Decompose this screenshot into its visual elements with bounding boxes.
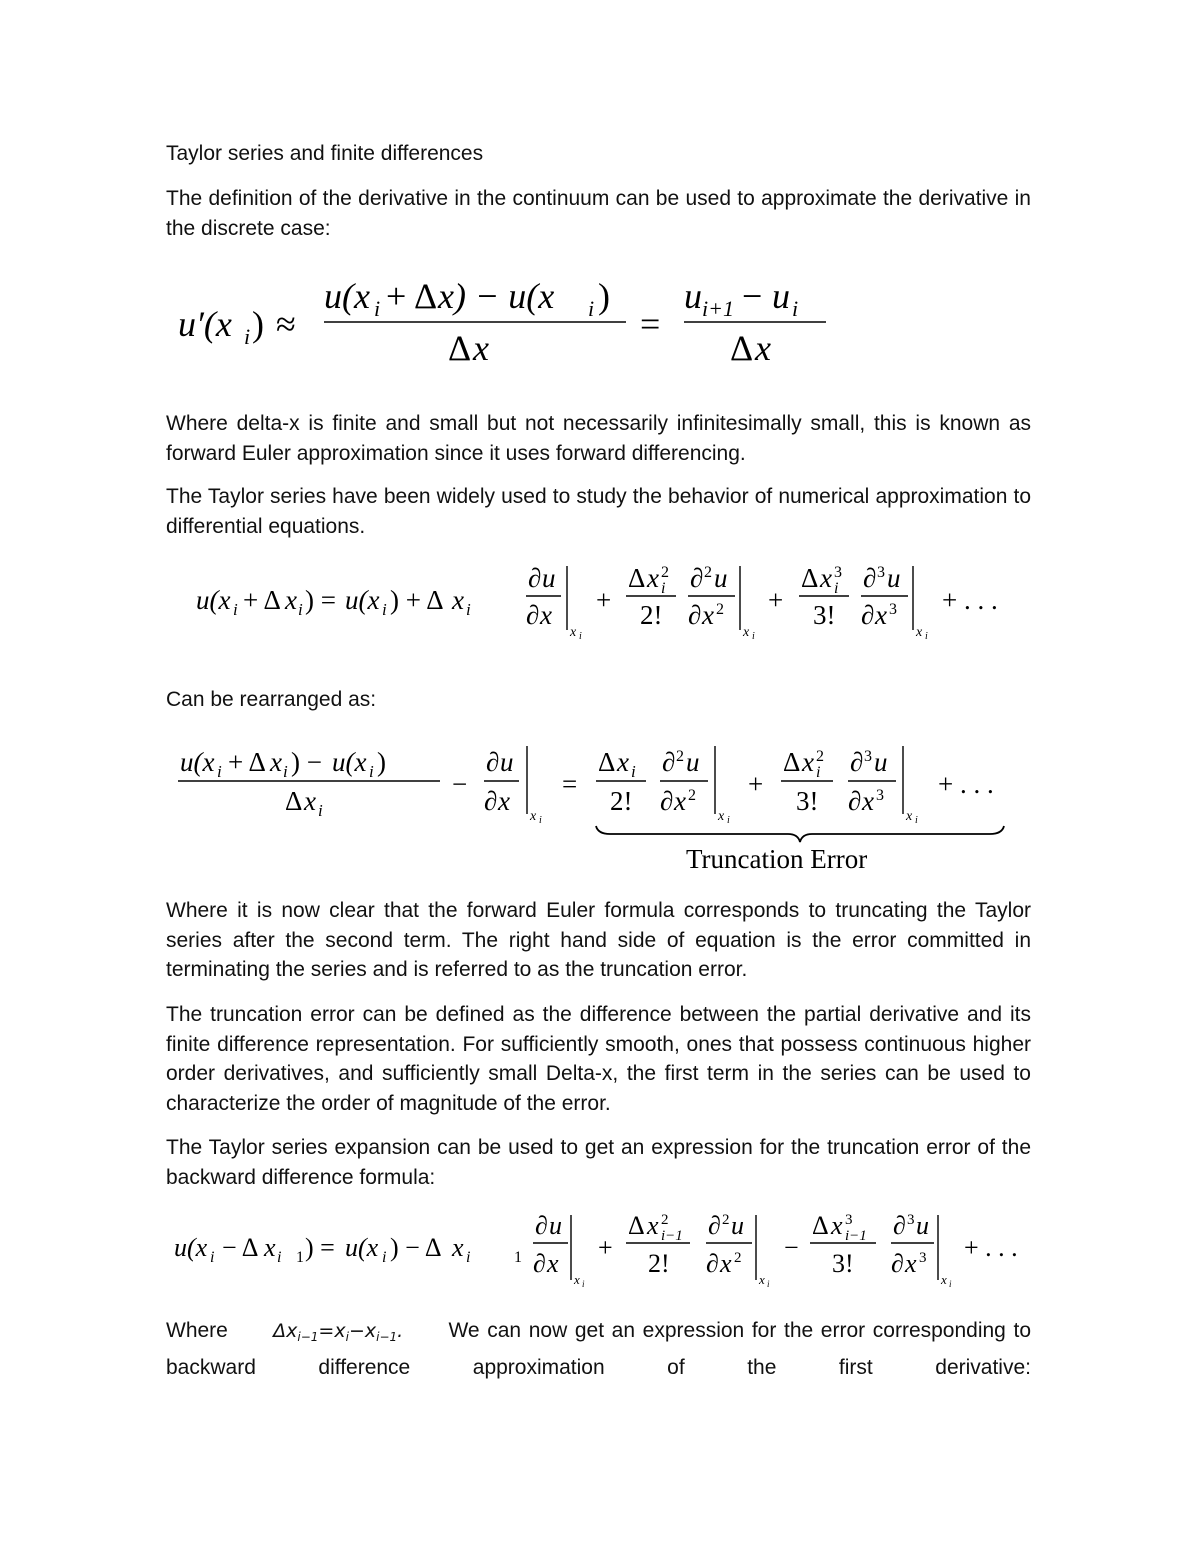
svg-text:∂: ∂ xyxy=(893,1211,906,1240)
svg-text:2: 2 xyxy=(688,787,696,804)
svg-text:3: 3 xyxy=(876,787,884,804)
svg-text:∂: ∂ xyxy=(690,563,704,593)
svg-text:=: = xyxy=(562,769,578,799)
svg-text:): ) xyxy=(252,304,264,344)
svg-text:i: i xyxy=(369,762,374,781)
svg-text:u(x: u(x xyxy=(345,585,380,615)
svg-text:2: 2 xyxy=(661,564,669,581)
svg-text:x: x xyxy=(270,747,282,777)
svg-text:i: i xyxy=(277,1249,282,1266)
svg-text:i: i xyxy=(631,762,636,781)
svg-text:i: i xyxy=(727,815,730,826)
svg-text:+ Δ: + Δ xyxy=(243,585,281,615)
svg-text:2!: 2! xyxy=(640,600,663,630)
svg-text:+: + xyxy=(596,585,612,615)
svg-text:x: x xyxy=(540,600,552,630)
svg-text:) −: ) − xyxy=(291,747,322,777)
svg-text:∂: ∂ xyxy=(526,600,540,630)
svg-text:3: 3 xyxy=(907,1212,915,1228)
paragraph-rearranged: Can be rearranged as: xyxy=(166,688,377,711)
svg-text:x: x xyxy=(941,1272,947,1287)
svg-text:x: x xyxy=(547,1249,559,1278)
svg-text:i: i xyxy=(767,1279,770,1289)
svg-text:Δ: Δ xyxy=(598,747,616,777)
paragraph-truncation-definition: The truncation error can be defined as the difference between the partial derivative and its finite difference representation. For sufficiently smooth, ones that possess continuous higher order derivatives, and sufficiently small Delta-x, the first term in the series can be used to characterize the order of magnitude of the error. xyxy=(166,1003,1031,1115)
where-text: Where xyxy=(166,1319,228,1342)
svg-text:∂: ∂ xyxy=(662,747,676,777)
svg-text:2: 2 xyxy=(816,748,824,765)
svg-text:∂: ∂ xyxy=(535,1211,548,1240)
svg-text:+ . . .: + . . . xyxy=(938,769,994,799)
svg-text:−: − xyxy=(452,769,468,799)
svg-text:) + Δ: ) + Δ xyxy=(390,585,444,615)
svg-text:Δ: Δ xyxy=(628,1211,645,1240)
backward-error-text: We can now get an expression for the error corresponding to backward difference approximation of the first derivative: xyxy=(166,1319,1032,1379)
svg-text:3: 3 xyxy=(864,748,872,765)
svg-text:3!: 3! xyxy=(796,786,819,816)
svg-text:x: x xyxy=(905,1249,917,1278)
svg-text:i: i xyxy=(283,762,288,781)
svg-text:−: − xyxy=(742,276,763,316)
svg-text:u: u xyxy=(772,276,790,316)
svg-text:x: x xyxy=(647,563,659,593)
svg-text:i: i xyxy=(834,580,839,597)
svg-text:u(x: u(x xyxy=(196,585,231,615)
svg-text:x: x xyxy=(304,786,316,816)
paragraph-backward-error-line1 xyxy=(166,1316,1031,1382)
svg-text:i: i xyxy=(298,600,303,619)
svg-text:x: x xyxy=(906,809,913,824)
svg-text:i: i xyxy=(217,762,222,781)
svg-text:i: i xyxy=(925,631,928,642)
svg-text:x: x xyxy=(473,328,489,368)
svg-text:=: = xyxy=(640,304,661,344)
svg-text:i: i xyxy=(233,600,238,619)
svg-text:≈: ≈ xyxy=(276,304,296,344)
svg-text:∂: ∂ xyxy=(660,786,674,816)
svg-text:x: x xyxy=(831,1211,843,1240)
svg-text:x: x xyxy=(862,786,874,816)
svg-text:∂: ∂ xyxy=(484,786,498,816)
svg-text:x: x xyxy=(570,625,577,640)
svg-text:3!: 3! xyxy=(832,1249,854,1278)
svg-text:u: u xyxy=(887,563,901,593)
document-title: Taylor series and finite differences xyxy=(166,142,484,165)
svg-text:∂: ∂ xyxy=(848,786,862,816)
svg-text:i: i xyxy=(466,600,471,619)
svg-text:+: + xyxy=(748,769,764,799)
svg-text:∂: ∂ xyxy=(486,747,500,777)
svg-text:2: 2 xyxy=(722,1212,730,1228)
paragraph-derivative-definition: The definition of the derivative in the continuum can be used to approximate the derivative in the discrete case: xyxy=(166,187,1031,240)
svg-text:u(x: u(x xyxy=(345,1233,379,1262)
svg-text:u: u xyxy=(542,563,556,593)
svg-text:x: x xyxy=(802,747,814,777)
svg-text:i: i xyxy=(539,815,542,826)
svg-text:x: x xyxy=(452,1233,464,1262)
svg-text:u′(x: u′(x xyxy=(178,304,232,344)
svg-text:) =: ) = xyxy=(305,585,336,615)
svg-text:): ) xyxy=(377,747,386,777)
svg-text:i: i xyxy=(582,1279,585,1289)
svg-text:u: u xyxy=(916,1211,929,1240)
paragraph-forward-euler-truncation: Where it is now clear that the forward Euler formula corresponds to truncating the Taylor series after the second term. The right hand side of equation is the error committed in terminating the series and is referred to as the truncation error. xyxy=(166,899,1031,981)
svg-text:x: x xyxy=(264,1233,276,1262)
paragraph-forward-euler: Where delta-x is finite and small but not necessarily infinitesimally small, this is known as forward Euler approximation since it uses forward differencing. xyxy=(166,412,1031,465)
svg-text:2: 2 xyxy=(734,1250,742,1266)
svg-text:+: + xyxy=(386,276,407,316)
svg-text:u(x: u(x xyxy=(180,747,215,777)
svg-text:u: u xyxy=(731,1211,744,1240)
svg-text:x: x xyxy=(647,1211,659,1240)
svg-text:i: i xyxy=(752,631,755,642)
svg-text:x: x xyxy=(755,328,771,368)
svg-text:x: x xyxy=(452,585,464,615)
svg-text:u: u xyxy=(686,747,700,777)
svg-text:x: x xyxy=(702,600,714,630)
svg-text:3: 3 xyxy=(919,1250,927,1266)
svg-text:+ . . .: + . . . xyxy=(964,1233,1018,1262)
svg-text:x: x xyxy=(743,625,750,640)
svg-text:i: i xyxy=(949,1279,952,1289)
svg-text:i−1: i−1 xyxy=(845,1228,867,1244)
svg-text:∂: ∂ xyxy=(706,1249,719,1278)
svg-text:u: u xyxy=(874,747,888,777)
svg-text:∂: ∂ xyxy=(861,600,875,630)
svg-text:Δ: Δ xyxy=(448,328,472,368)
svg-text:Δ: Δ xyxy=(414,276,438,316)
svg-text:) =: ) = xyxy=(305,1233,335,1262)
truncation-error-label: Truncation Error xyxy=(686,844,868,874)
svg-text:+ Δ: + Δ xyxy=(228,747,266,777)
svg-text:3: 3 xyxy=(889,601,897,618)
svg-text:i: i xyxy=(382,1249,387,1266)
svg-text:i: i xyxy=(661,580,666,597)
svg-text:x: x xyxy=(530,809,537,824)
svg-text:x: x xyxy=(617,747,629,777)
svg-text:x: x xyxy=(720,1249,732,1278)
svg-text:∂: ∂ xyxy=(891,1249,904,1278)
svg-text:i: i xyxy=(579,631,582,642)
svg-text:3: 3 xyxy=(877,564,885,581)
svg-text:∂: ∂ xyxy=(688,600,702,630)
svg-text:) − Δ: ) − Δ xyxy=(390,1233,442,1262)
svg-text:i: i xyxy=(382,600,387,619)
svg-text:∂: ∂ xyxy=(528,563,542,593)
svg-text:i: i xyxy=(466,1249,471,1266)
svg-text:∂: ∂ xyxy=(863,563,877,593)
svg-text:1: 1 xyxy=(514,1249,522,1266)
svg-text:− Δ: − Δ xyxy=(222,1233,259,1262)
svg-text:i: i xyxy=(210,1249,215,1266)
svg-text:i−1: i−1 xyxy=(661,1228,683,1244)
svg-text:x: x xyxy=(574,1272,580,1287)
svg-text:3!: 3! xyxy=(813,600,836,630)
inline-math-delta-x: $\Delta x_{i-1}=x_i-x_{i-1}$. xyxy=(273,1320,404,1344)
svg-text:i: i xyxy=(915,815,918,826)
svg-text:i: i xyxy=(816,764,821,781)
svg-text:+ . . .: + . . . xyxy=(942,585,998,615)
svg-text:2: 2 xyxy=(661,1212,669,1228)
svg-text:Δ: Δ xyxy=(812,1211,829,1240)
svg-text:x: x xyxy=(718,809,725,824)
svg-text:+: + xyxy=(768,585,784,615)
svg-text:−: − xyxy=(784,1233,799,1262)
svg-text:Δ: Δ xyxy=(285,786,303,816)
svg-text:2: 2 xyxy=(704,564,712,581)
svg-text:i: i xyxy=(792,296,799,321)
svg-text:+: + xyxy=(598,1233,613,1262)
svg-text:x: x xyxy=(875,600,887,630)
svg-text:u(x: u(x xyxy=(174,1233,208,1262)
svg-text:x: x xyxy=(759,1272,765,1287)
svg-text:2!: 2! xyxy=(648,1249,670,1278)
svg-text:∂: ∂ xyxy=(850,747,864,777)
svg-text:x: x xyxy=(820,563,832,593)
svg-text:u(x: u(x xyxy=(332,747,367,777)
svg-text:2!: 2! xyxy=(610,786,633,816)
svg-text:u(x: u(x xyxy=(324,276,370,316)
paragraph-backward-difference: The Taylor series expansion can be used to get an expression for the truncation error of the backward difference formula: xyxy=(166,1136,1031,1189)
svg-text:∂: ∂ xyxy=(708,1211,721,1240)
svg-text:u: u xyxy=(500,747,514,777)
svg-text:): ) xyxy=(598,276,610,316)
svg-text:i: i xyxy=(374,296,381,321)
svg-text:Δ: Δ xyxy=(801,563,819,593)
svg-text:u: u xyxy=(549,1211,562,1240)
svg-text:3: 3 xyxy=(834,564,842,581)
svg-text:1: 1 xyxy=(296,1249,304,1266)
svg-text:u: u xyxy=(684,276,702,316)
svg-text:i+1: i+1 xyxy=(702,296,734,321)
svg-text:i: i xyxy=(244,324,251,349)
svg-text:i: i xyxy=(318,801,323,820)
svg-text:x: x xyxy=(916,625,923,640)
svg-text:x: x xyxy=(674,786,686,816)
paragraph-taylor-series: The Taylor series have been widely used to study the behavior of numerical approximation to differential equations. xyxy=(166,485,1031,538)
svg-text:Δ: Δ xyxy=(783,747,801,777)
svg-text:Δ: Δ xyxy=(628,563,646,593)
svg-text:x: x xyxy=(285,585,297,615)
svg-text:x) − u(x: x) − u(x xyxy=(438,276,555,316)
svg-text:u: u xyxy=(714,563,728,593)
svg-text:x: x xyxy=(498,786,510,816)
svg-text:2: 2 xyxy=(716,601,724,618)
svg-text:i: i xyxy=(588,296,595,321)
svg-text:∂: ∂ xyxy=(533,1249,546,1278)
svg-text:Δ: Δ xyxy=(730,328,754,368)
svg-text:2: 2 xyxy=(676,748,684,765)
svg-text:3: 3 xyxy=(845,1212,853,1228)
